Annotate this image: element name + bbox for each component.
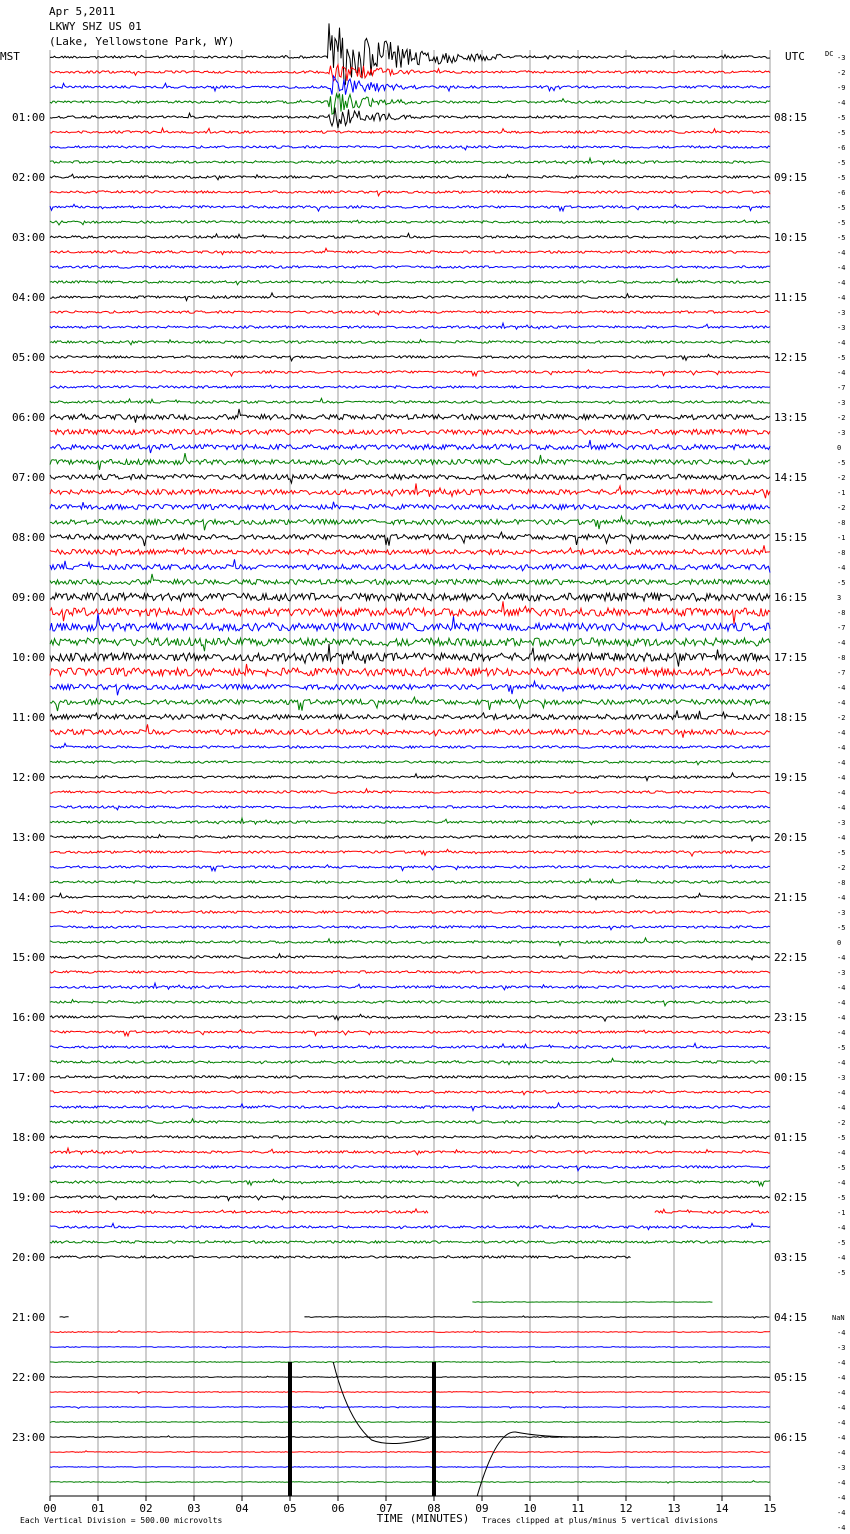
dc-offset-label: 3 [837, 594, 842, 602]
dc-offset-label: -4 [837, 1254, 846, 1262]
dc-offset-label: -6 [837, 144, 846, 152]
trace-row [50, 1166, 770, 1171]
x-tick-label: 01 [91, 1502, 105, 1515]
dc-offset-label: -5 [837, 234, 846, 242]
right-hour-label: 11:15 [774, 291, 808, 304]
x-tick-label: 10 [523, 1502, 537, 1515]
trace-row [50, 323, 770, 329]
trace-row [50, 220, 770, 225]
dc-offset-label: -4 [837, 369, 846, 377]
x-axis-title: TIME (MINUTES) [376, 1512, 470, 1525]
left-hour-label: 01:00 [12, 111, 46, 124]
trace-row [50, 1223, 770, 1229]
dc-offset-label: -2 [837, 714, 846, 722]
trace-row [50, 893, 770, 899]
right-hour-label: 10:15 [774, 231, 808, 244]
dc-offset-label: -4 [837, 1179, 846, 1187]
trace-row [655, 1209, 769, 1213]
left-hour-label: 10:00 [12, 651, 46, 664]
trace-row [50, 279, 770, 285]
trace-row [50, 911, 770, 913]
trace-row [50, 773, 770, 781]
trace-row [50, 697, 770, 711]
trace-row [50, 1241, 770, 1243]
dc-offset-label: -4 [837, 1224, 846, 1232]
location-label: (Lake, Yellowstone Park, WY) [49, 35, 235, 48]
right-hour-label: 20:15 [774, 831, 808, 844]
trace-row [50, 638, 770, 651]
dc-offset-label: -4 [837, 774, 846, 782]
left-hour-label: 23:00 [12, 1431, 46, 1444]
dc-offset-label: -5 [837, 129, 846, 137]
dc-offset-label: -1 [837, 489, 846, 497]
trace-row [50, 453, 770, 470]
left-hour-label: 18:00 [12, 1131, 46, 1144]
dc-offset-label: -2 [837, 864, 846, 872]
clipped-pulse [432, 1362, 436, 1496]
trace-row [50, 1347, 770, 1348]
dc-offset-label: -4 [837, 339, 846, 347]
trace-row [50, 233, 770, 238]
left-hour-label: 20:00 [12, 1251, 46, 1264]
trace-row [50, 1376, 770, 1377]
trace-row [50, 593, 770, 601]
footer-clip-note: Traces clipped at plus/minus 5 vertical divisions [482, 1516, 719, 1525]
right-hour-label: 00:15 [774, 1071, 808, 1084]
trace-row [50, 1391, 770, 1393]
trace-row [50, 1179, 770, 1186]
trace-row [60, 1317, 69, 1318]
right-hour-label: 18:15 [774, 711, 808, 724]
trace-row [50, 516, 770, 530]
dc-offset-label: -2 [837, 1119, 846, 1127]
dc-offset-label: -5 [837, 1194, 846, 1202]
dc-offset-label: -5 [837, 354, 846, 362]
dc-offset-label: -8 [837, 654, 846, 662]
dc-offset-label: -4 [837, 684, 846, 692]
left-hour-label: 11:00 [12, 711, 46, 724]
trace-row [50, 1030, 770, 1036]
x-tick-label: 12 [619, 1502, 633, 1515]
trace-row [50, 1331, 770, 1333]
trace-row [50, 65, 770, 81]
trace-row [50, 954, 770, 960]
trace-row [50, 1361, 770, 1363]
left-hour-label: 09:00 [12, 591, 46, 604]
trace-row [50, 818, 770, 825]
x-tick-label: 00 [43, 1502, 57, 1515]
x-tick-label: 05 [283, 1502, 297, 1515]
dc-offset-label: -4 [837, 1494, 846, 1502]
trace-row [50, 559, 770, 572]
trace-row [50, 1451, 770, 1453]
dc-offset-label: -3 [837, 324, 846, 332]
trace-row [50, 398, 770, 403]
left-hour-label: 02:00 [12, 171, 46, 184]
dc-offset-label: -4 [837, 1329, 846, 1337]
trace-row [50, 474, 770, 483]
trace-row [50, 158, 770, 164]
dc-offset-label: -4 [837, 1449, 846, 1457]
trace-row [50, 94, 770, 115]
trace-row [50, 1406, 770, 1408]
dc-offset-label: -4 [837, 1104, 846, 1112]
x-tick-label: 14 [715, 1502, 729, 1515]
trace-row [50, 865, 770, 871]
dc-offset-label: -4 [837, 759, 846, 767]
trace-row [50, 409, 770, 423]
right-hour-label: 02:15 [774, 1191, 808, 1204]
dc-offset-label: -3 [837, 819, 846, 827]
left-hour-label: 22:00 [12, 1371, 46, 1384]
trace-row [50, 23, 770, 84]
dc-offset-label: -7 [837, 384, 846, 392]
trace-row [50, 1058, 770, 1064]
dc-offset-label: -4 [837, 744, 846, 752]
dc-offset-label: -5 [837, 849, 846, 857]
dc-offset-label: -4 [837, 1434, 846, 1442]
dc-offset-label: -3 [837, 969, 846, 977]
dc-offset-label: -5 [837, 219, 846, 227]
dc-offset-label: -5 [837, 1239, 846, 1247]
trace-row [50, 1136, 770, 1139]
right-hour-label: 19:15 [774, 771, 808, 784]
dc-offset-label: -8 [837, 519, 846, 527]
dc-offset-label: -7 [837, 669, 846, 677]
dc-offset-label: -4 [837, 1374, 846, 1382]
dc-offset-label: -3 [837, 399, 846, 407]
right-hour-label: 04:15 [774, 1311, 808, 1324]
trace-row [50, 1103, 770, 1111]
dc-offset-label: -5 [837, 924, 846, 932]
right-hour-label: 15:15 [774, 531, 808, 544]
dc-offset-label: -4 [837, 1014, 846, 1022]
right-hour-label: 23:15 [774, 1011, 808, 1024]
trace-row [50, 789, 770, 793]
dc-offset-label: -4 [837, 564, 846, 572]
trace-row [50, 574, 770, 585]
trace-row [50, 710, 770, 719]
right-hour-label: 16:15 [774, 591, 808, 604]
trace-row [50, 1467, 770, 1468]
right-hour-label: 05:15 [774, 1371, 808, 1384]
trace-row [50, 128, 770, 133]
dc-offset-label: -3 [837, 54, 846, 62]
right-hour-label: 14:15 [774, 471, 808, 484]
trace-row [50, 532, 770, 546]
left-hour-label: 14:00 [12, 891, 46, 904]
dc-offset-label: -4 [837, 1359, 846, 1367]
trace-row [50, 879, 770, 883]
trace-row [50, 1256, 631, 1258]
trace-row [50, 806, 770, 810]
trace-row [50, 1076, 770, 1078]
dc-offset-label: -7 [837, 624, 846, 632]
dc-offset-label: -4 [837, 1419, 846, 1427]
right-hour-label: 01:15 [774, 1131, 808, 1144]
trace-row [50, 849, 770, 856]
trace-row [50, 191, 770, 196]
trace-row [50, 1043, 770, 1048]
left-hour-label: 06:00 [12, 411, 46, 424]
trace-row [50, 248, 770, 254]
left-hour-label: 08:00 [12, 531, 46, 544]
dc-offset-label: -4 [837, 729, 846, 737]
trace-row [50, 311, 770, 315]
dc-offset-label: -1 [837, 1209, 846, 1217]
dc-offset-label: -4 [837, 639, 846, 647]
dc-offset-label: -4 [837, 279, 846, 287]
trace-row [50, 681, 770, 695]
trace-row [50, 926, 770, 930]
trace-row [50, 502, 770, 510]
dc-offset-label: -3 [837, 1464, 846, 1472]
trace-row [50, 484, 770, 499]
right-hour-label: 09:15 [774, 171, 808, 184]
dc-offset-label: -2 [837, 414, 846, 422]
dc-offset-label: -4 [837, 699, 846, 707]
right-hour-label: 12:15 [774, 351, 808, 364]
left-timezone-label: MST [0, 50, 20, 63]
dc-offset-label: -5 [837, 174, 846, 182]
dc-offset-label: -8 [837, 549, 846, 557]
x-tick-label: 07 [379, 1502, 393, 1515]
dc-offset-label: -4 [837, 1029, 846, 1037]
dc-offset-label: -5 [837, 459, 846, 467]
dc-offset-label: -1 [837, 534, 846, 542]
left-hour-label: 13:00 [12, 831, 46, 844]
left-hour-label: 03:00 [12, 231, 46, 244]
x-tick-label: 11 [571, 1502, 585, 1515]
trace-row [50, 1014, 770, 1021]
trace-row [50, 1209, 428, 1213]
dc-offset-label: -5 [837, 1269, 846, 1277]
trace-row [50, 983, 770, 990]
trace-row [472, 1302, 712, 1303]
trace-row [50, 644, 770, 667]
trace-row [50, 204, 770, 211]
dc-offset-label: -2 [837, 69, 846, 77]
drift-curve [333, 1362, 429, 1444]
trace-row [50, 146, 770, 150]
dc-offset-label: -3 [837, 909, 846, 917]
trace-row [50, 293, 770, 301]
dc-offset-label: -4 [837, 1404, 846, 1412]
left-hour-label: 19:00 [12, 1191, 46, 1204]
dc-offset-label: -4 [837, 1509, 846, 1517]
trace-row [50, 971, 770, 973]
trace-row [50, 429, 770, 434]
left-hour-label: 07:00 [12, 471, 46, 484]
dc-offset-label: -4 [837, 99, 846, 107]
dc-offset-label: -4 [837, 954, 846, 962]
dc-offset-label: -4 [837, 249, 846, 257]
right-hour-label: 22:15 [774, 951, 808, 964]
right-hour-label: 03:15 [774, 1251, 808, 1264]
trace-row [50, 835, 770, 841]
trace-row [50, 1091, 770, 1095]
trace-row [50, 385, 770, 388]
dc-offset-label: -8 [837, 879, 846, 887]
right-timezone-label: UTC [785, 50, 805, 63]
trace-row [50, 76, 770, 95]
trace-row [50, 108, 770, 129]
dc-offset-label: -4 [837, 984, 846, 992]
dc-offset-label: -4 [837, 1479, 846, 1487]
clipped-pulse [288, 1362, 292, 1496]
trace-row [50, 1436, 770, 1438]
dc-offset-label: -3 [837, 1074, 846, 1082]
trace-row [50, 1119, 770, 1125]
dc-offset-label: NaN [832, 1314, 845, 1322]
left-hour-label: 15:00 [12, 951, 46, 964]
left-hour-label: 04:00 [12, 291, 46, 304]
dc-offset-label: -5 [837, 159, 846, 167]
right-hour-label: 17:15 [774, 651, 808, 664]
dc-offset-label: -3 [837, 1344, 846, 1352]
trace-row [50, 440, 770, 453]
x-tick-label: 15 [763, 1502, 777, 1515]
right-hour-label: 13:15 [774, 411, 808, 424]
trace-row [50, 724, 770, 737]
trace-row [50, 1148, 770, 1155]
x-tick-label: 02 [139, 1502, 153, 1515]
dc-offset-label: -4 [837, 1524, 846, 1532]
x-tick-label: 13 [667, 1502, 681, 1515]
dc-offset-label: -3 [837, 309, 846, 317]
left-hour-label: 16:00 [12, 1011, 46, 1024]
dc-offset-label: -4 [837, 1089, 846, 1097]
dc-offset-label: -5 [837, 1044, 846, 1052]
dc-offset-label: -2 [837, 474, 846, 482]
footer-scale-note: Each Vertical Division = 500.00 microvolts [20, 1516, 223, 1525]
dc-offset-label: -4 [837, 894, 846, 902]
left-hour-label: 12:00 [12, 771, 46, 784]
dc-offset-label: -4 [837, 834, 846, 842]
dc-offset-label: -6 [837, 189, 846, 197]
dc-offset-label: 0 [837, 939, 842, 947]
trace-row [50, 1195, 770, 1201]
drift-curve [477, 1432, 602, 1496]
trace-row [50, 664, 770, 676]
dc-offset-label: -4 [837, 1389, 846, 1397]
dc-offset-label: -4 [837, 264, 846, 272]
trace-row [50, 613, 770, 631]
trace-row [50, 1481, 770, 1484]
dc-offset-label: -5 [837, 1134, 846, 1142]
dc-offset-label: -5 [837, 1164, 846, 1172]
x-tick-label: 09 [475, 1502, 489, 1515]
dc-offset-label: -4 [837, 804, 846, 812]
traces [50, 23, 770, 1496]
dc-offset-label: -3 [837, 429, 846, 437]
trace-row [50, 354, 770, 361]
dc-offset-label: -4 [837, 1059, 846, 1067]
trace-row [50, 340, 770, 345]
left-hour-label: 05:00 [12, 351, 46, 364]
right-hour-label: 08:15 [774, 111, 808, 124]
dc-offset-label: -2 [837, 504, 846, 512]
trace-row [50, 938, 770, 946]
right-hour-label: 21:15 [774, 891, 808, 904]
x-tick-label: 08 [427, 1502, 441, 1515]
trace-row [50, 601, 770, 624]
trace-row [50, 545, 770, 555]
left-hour-label: 17:00 [12, 1071, 46, 1084]
dc-offset-label: -4 [837, 789, 846, 797]
trace-row [50, 1000, 770, 1006]
x-tick-label: 04 [235, 1502, 249, 1515]
x-tick-label: 03 [187, 1502, 201, 1515]
trace-row [50, 174, 770, 180]
dc-offset-label: -4 [837, 294, 846, 302]
date-label: Apr 5,2011 [49, 5, 116, 18]
trace-row [304, 1316, 769, 1318]
dc-offset-label: -8 [837, 609, 846, 617]
dc-offset-label: 0 [837, 444, 842, 452]
dc-offset-label: -4 [837, 1149, 846, 1157]
dc-label: DC [825, 50, 834, 58]
trace-row [50, 1421, 770, 1423]
trace-row [50, 743, 770, 748]
dc-offset-label: -5 [837, 204, 846, 212]
dc-offset-label: -4 [837, 999, 846, 1007]
x-tick-label: 06 [331, 1502, 345, 1515]
station-label: LKWY SHZ US 01 [49, 20, 142, 33]
right-hour-label: 06:15 [774, 1431, 808, 1444]
dc-offset-label: -5 [837, 579, 846, 587]
dc-offset-label: -9 [837, 84, 846, 92]
dc-offset-label: -5 [837, 114, 846, 122]
trace-row [50, 370, 770, 376]
trace-row [50, 761, 770, 765]
trace-row [50, 266, 770, 268]
left-hour-label: 21:00 [12, 1311, 46, 1324]
